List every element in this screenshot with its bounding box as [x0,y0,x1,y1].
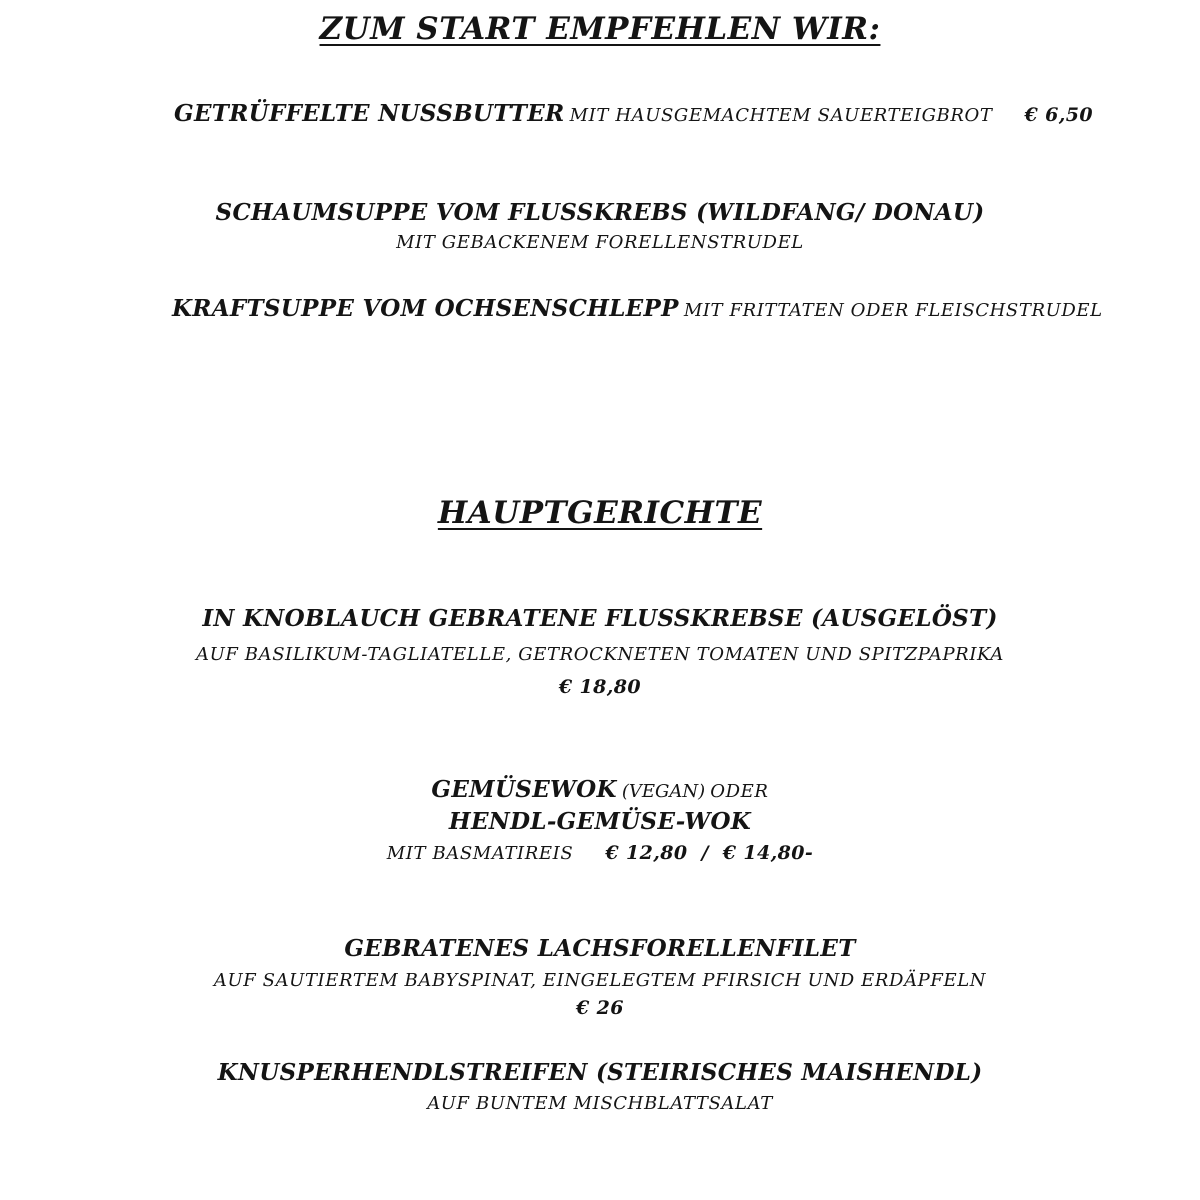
main-item-chicken-wok-name: HENDL-GEMÜSE-WOK [448,808,752,835]
item-price-chicken: € 14,80- [722,842,814,864]
main-item-crayfish-price: € 18,80 [558,676,642,698]
main-item-wok-details [0,844,1200,863]
main-item-wok-title [0,778,1200,801]
mains-heading: HAUPTGERICHTE [437,495,763,531]
item-description: MIT HAUSGEMACHTEM SAUERTEIGBROT [569,105,993,126]
item-description: MIT FRITTATEN ODER FLEISCHSTRUDEL [683,300,1103,321]
starter-item-oxtail-soup [172,297,1172,320]
item-note: (VEGAN) [621,781,706,802]
item-description: MIT BASMATIREIS [386,843,574,864]
main-item-crayfish-description: AUF BASILIKUM-TAGLIATELLE, GETROCKNETEN TOMATEN UND SPITZPAPRIKA [196,644,1004,665]
item-name: KRAFTSUPPE VOM OCHSENSCHLEPP [172,295,679,322]
item-price: € 6,50 [1024,104,1094,126]
main-item-trout-name: GEBRATENES LACHSFORELLENFILET [344,935,856,962]
price-separator: / [701,842,709,864]
main-item-chicken-strips-name: KNUSPERHENDLSTREIFEN (STEIRISCHES MAISHENDL) [217,1059,983,1086]
main-item-crayfish-name: IN KNOBLAUCH GEBRATENE FLUSSKREBSE (AUSGELÖST) [202,605,998,632]
item-connector: ODER [710,781,769,802]
item-price-vegan: € 12,80 [605,842,688,864]
main-item-trout-description: AUF SAUTIERTEM BABYSPINAT, EINGELEGTEM PFIRSICH UND ERDÄPFELN [213,970,987,991]
starters-heading: ZUM START EMPFEHLEN WIR: [319,11,881,47]
starter-item-crayfish-soup-name: SCHAUMSUPPE VOM FLUSSKREBS (WILDFANG/ DONAU) [215,199,985,226]
item-name: GETRÜFFELTE NUSSBUTTER [174,100,565,127]
item-name: GEMÜSEWOK [431,776,617,803]
main-item-trout-price: € 26 [576,997,624,1019]
starter-item-truffle-butter [174,102,1174,125]
starter-item-crayfish-soup-description: MIT GEBACKENEM FORELLENSTRUDEL [396,232,804,253]
main-item-chicken-strips-description: AUF BUNTEM MISCHBLATTSALAT [427,1093,773,1114]
